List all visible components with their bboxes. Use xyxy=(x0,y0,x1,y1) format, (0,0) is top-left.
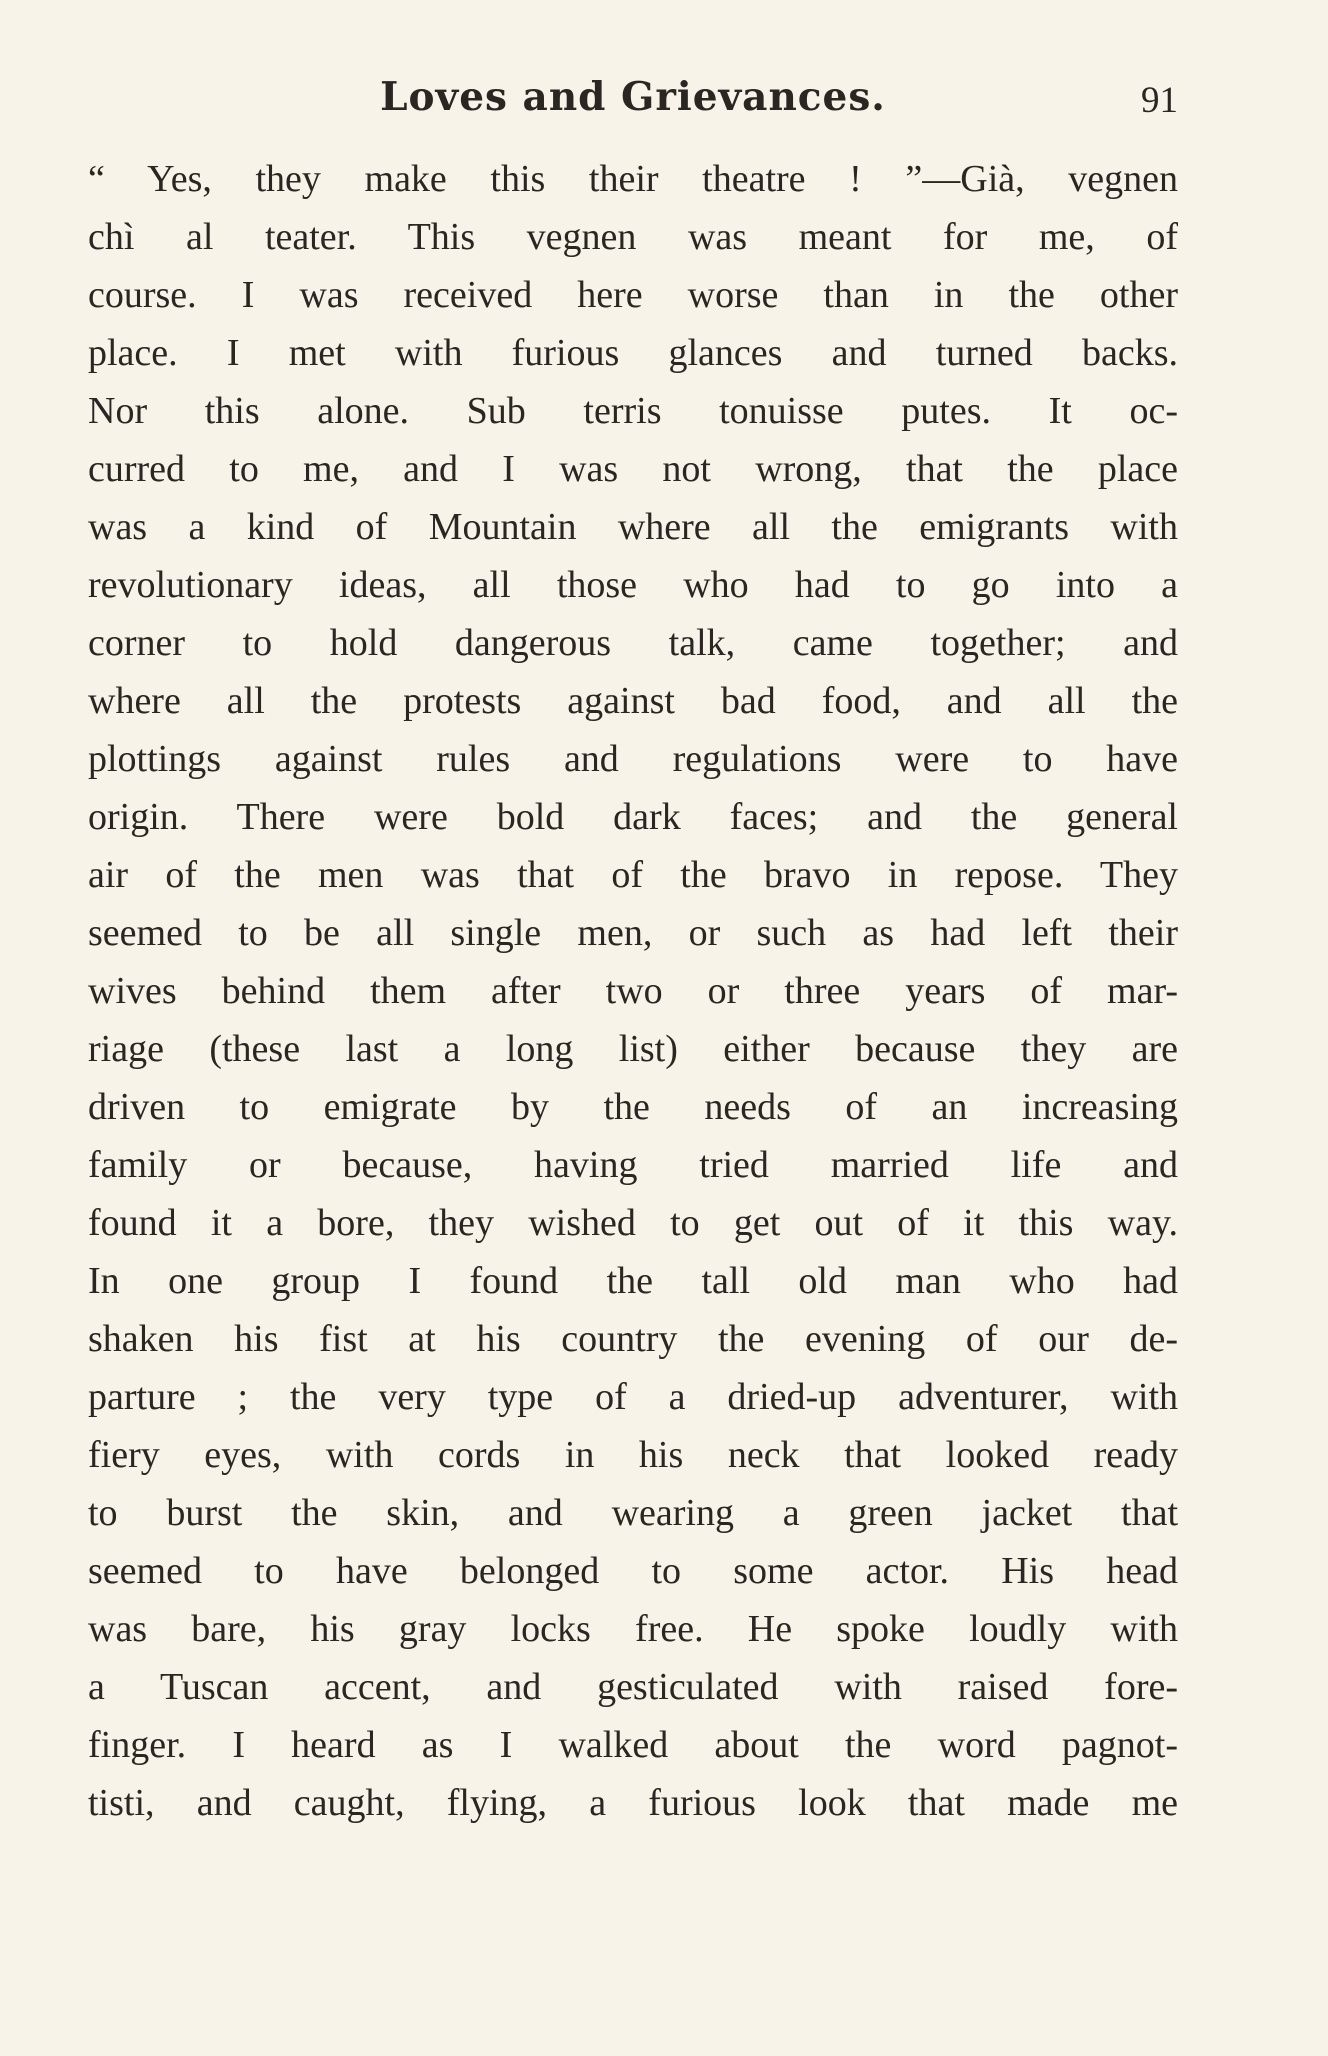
text-line: seemed to be all single men, or such as had left their xyxy=(88,912,1178,954)
text-line: chì al teater. This vegnen was meant for me, of xyxy=(88,216,1178,258)
running-head xyxy=(88,62,1178,132)
text-line: found it a bore, they wished to get out of it this way. xyxy=(88,1202,1178,1244)
text-line: was bare, his gray locks free. He spoke loudly with xyxy=(88,1608,1178,1650)
text-line: driven to emigrate by the needs of an increasing xyxy=(88,1086,1178,1128)
text-line: seemed to have belonged to some actor. His head xyxy=(88,1550,1178,1592)
page-number: 91 xyxy=(1141,80,1178,121)
text-line: course. I was received here worse than in the other xyxy=(88,274,1178,316)
text-line: parture ; the very type of a dried-up adventurer, with xyxy=(88,1376,1178,1418)
text-line: “ Yes, they make this their theatre ! ”—Già, vegnen xyxy=(88,158,1178,200)
text-line: fiery eyes, with cords in his neck that looked ready xyxy=(88,1434,1178,1476)
text-line: revolutionary ideas, all those who had to go into a xyxy=(88,564,1178,606)
text-line: family or because, having tried married life and xyxy=(88,1144,1178,1186)
text-line: Nor this alone. Sub terris tonuisse putes. It oc- xyxy=(88,390,1178,432)
text-line: where all the protests against bad food, and all the xyxy=(88,680,1178,722)
text-line: air of the men was that of the bravo in repose. They xyxy=(88,854,1178,896)
text-line: tisti, and caught, flying, a furious look that made me xyxy=(88,1782,1178,1824)
text-line: origin. There were bold dark faces; and the general xyxy=(88,796,1178,838)
text-line: riage (these last a long list) either because they are xyxy=(88,1028,1178,1070)
text-line: curred to me, and I was not wrong, that the place xyxy=(88,448,1178,490)
text-line: In one group I found the tall old man who had xyxy=(88,1260,1178,1302)
text-line: to burst the skin, and wearing a green jacket that xyxy=(88,1492,1178,1534)
text-line: plottings against rules and regulations were to have xyxy=(88,738,1178,780)
text-line: shaken his fist at his country the evening of our de- xyxy=(88,1318,1178,1360)
text-line: corner to hold dangerous talk, came together; and xyxy=(88,622,1178,664)
text-line: a Tuscan accent, and gesticulated with raised fore- xyxy=(88,1666,1178,1708)
body-text xyxy=(88,150,1178,1832)
text-line: finger. I heard as I walked about the word pagnot- xyxy=(88,1724,1178,1766)
text-line: was a kind of Mountain where all the emigrants with xyxy=(88,506,1178,548)
running-title: Loves and Grievances. xyxy=(380,74,886,120)
text-line: wives behind them after two or three years of mar- xyxy=(88,970,1178,1012)
text-line: place. I met with furious glances and turned backs. xyxy=(88,332,1178,374)
